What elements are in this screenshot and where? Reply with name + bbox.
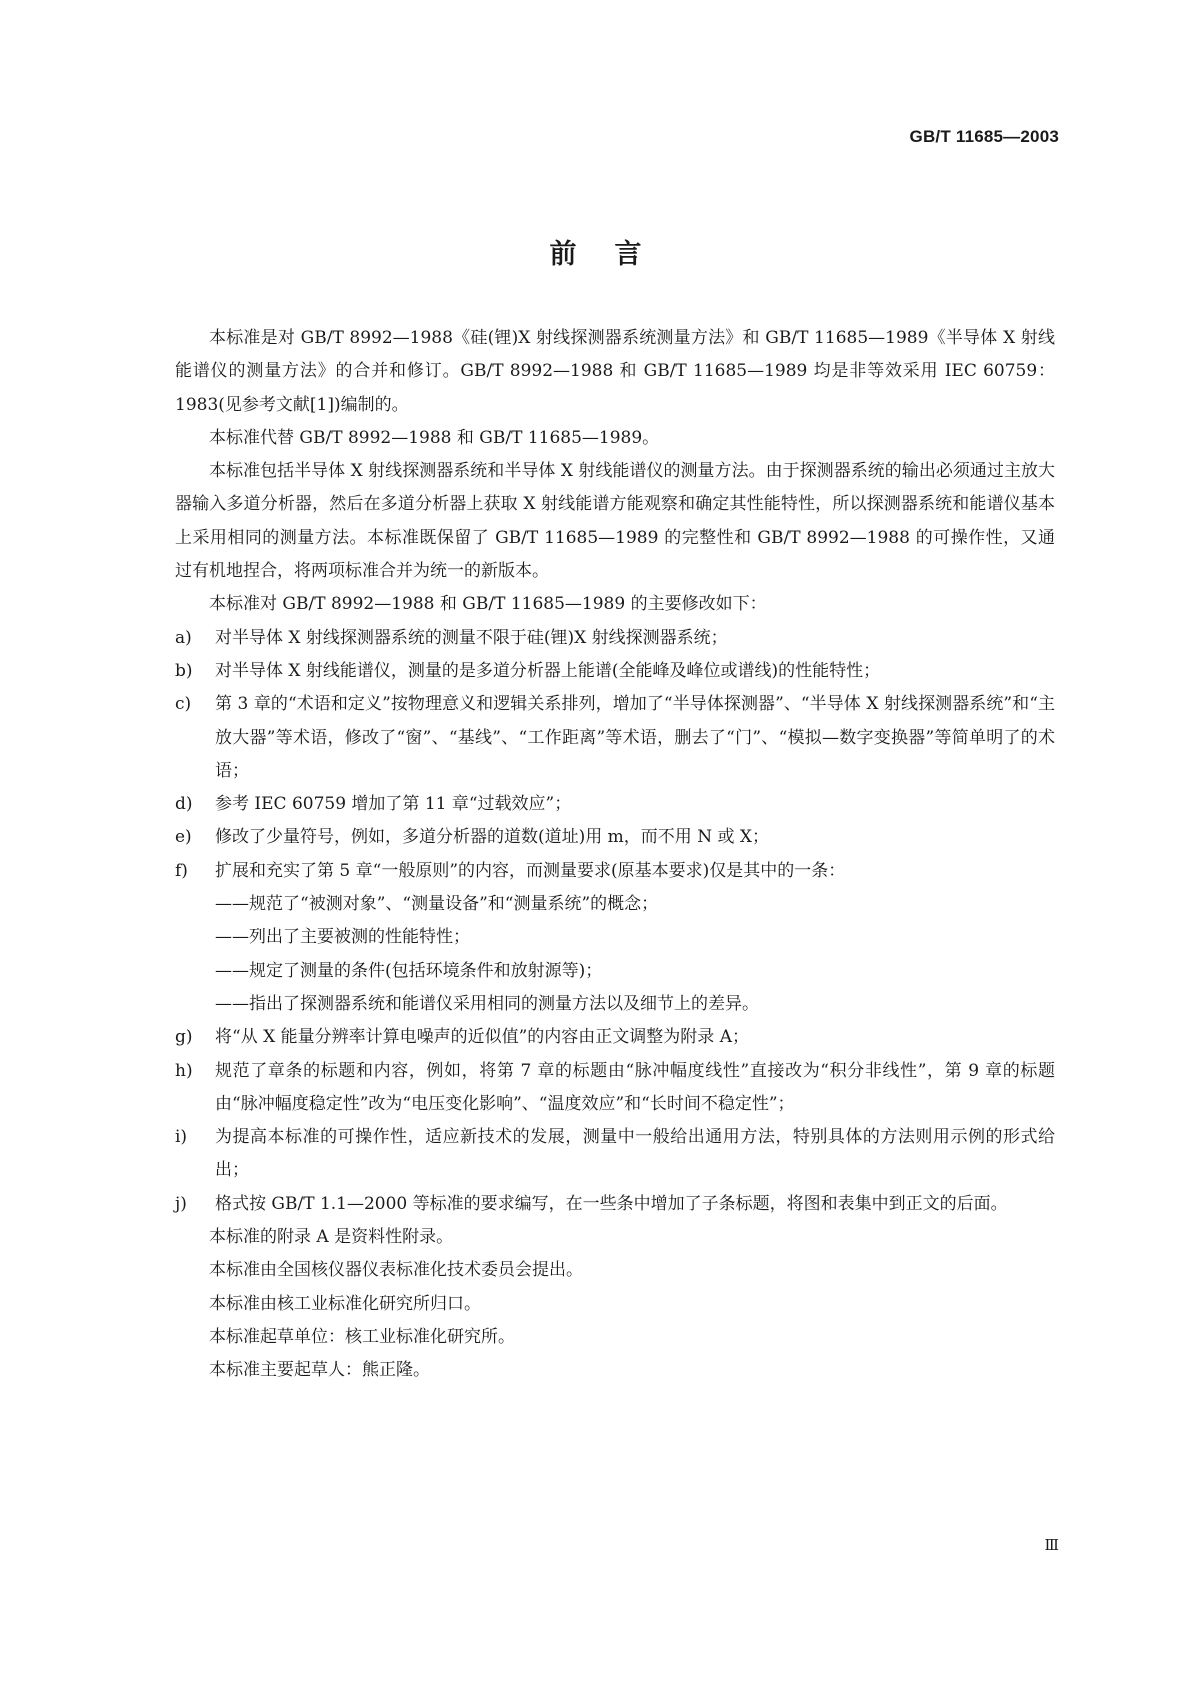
list-marker: f) — [175, 860, 188, 881]
list-item-c — [175, 688, 1055, 788]
list-item-f — [175, 855, 1055, 888]
page-title: 前言 — [549, 239, 680, 270]
closing-paragraph-5: 本标准主要起草人：熊正隆。 — [209, 1360, 430, 1381]
closing-paragraph-2: 本标准由全国核仪器仪表标准化技术委员会提出。 — [209, 1260, 583, 1281]
list-item-e — [175, 821, 1055, 854]
closing-paragraph-4: 本标准起草单位：核工业标准化研究所。 — [209, 1326, 515, 1347]
closing-paragraph-1: 本标准的附录 A 是资料性附录。 — [209, 1227, 454, 1248]
list-marker: i) — [175, 1127, 188, 1148]
list-item-text: 格式按 GB/T 1.1—2000 等标准的要求编写，在一些条中增加了子条标题，将图和表集中到正文的后面。 — [215, 1193, 1008, 1214]
paragraph-3: 本标准包括半导体 X 射线探测器系统和半导体 X 射线能谱仪的测量方法。由于探测器系统的输出必须通过主放大器输入多道分析器，然后在多道分析器上获取 X 射线能谱方能观察和确定其性能特性，所以探测器系统和能谱仪基本上采用相同的测量方法。本标准既保留了 GB/T 11685—1989 的完整性和 GB/T 8992—1988 的可操作性，又通过有机地捏合，将两项标准合并为统一的新版本。 — [175, 461, 1055, 582]
list-item-text: 对半导体 X 射线探测器系统的测量不限于硅(锂)X 射线探测器系统； — [215, 627, 728, 648]
list-item-a — [175, 622, 1055, 655]
list-item-h — [175, 1055, 1055, 1122]
list-item-j — [175, 1188, 1055, 1221]
list-item-text: 扩展和充实了第 5 章“一般原则”的内容，而测量要求(原基本要求)仅是其中的一条： — [215, 860, 846, 881]
list-item-b — [175, 655, 1055, 688]
paragraph-1: 本标准是对 GB/T 8992—1988《硅(锂)X 射线探测器系统测量方法》和 GB/T 11685—1989《半导体 X 射线能谱仪的测量方法》的合并和修订。GB/T 8992—1988 和 GB/T 11685—1989 均是非等效采用 IEC 60759：1983(见参考文献[1])编制的。 — [175, 328, 1055, 415]
list-marker: c) — [175, 694, 192, 715]
list-item-text: 对半导体 X 射线能谱仪，测量的是多道分析器上能谱(全能峰及峰位或谱线)的性能特性； — [215, 660, 881, 681]
dash-item: ——指出了探测器系统和能谱仪采用相同的测量方法以及细节上的差异。 — [215, 993, 759, 1014]
list-item-i — [175, 1121, 1055, 1188]
list-item-text: 规范了章条的标题和内容，例如，将第 7 章的标题由“脉冲幅度线性”直接改为“积分非线性”，第 9 章的标题由“脉冲幅度稳定性”改为“电压变化影响”、“温度效应”和“长时间不稳定性”； — [215, 1060, 1055, 1114]
list-item-text: 将“从 X 能量分辨率计算电噪声的近似值”的内容由正文调整为附录 A； — [215, 1027, 749, 1048]
list-item-text: 参考 IEC 60759 增加了第 11 章“过载效应”； — [215, 794, 572, 815]
list-item-d — [175, 788, 1055, 821]
list-item-text: 第 3 章的“术语和定义”按物理意义和逻辑关系排列，增加了“半导体探测器”、“半导体 X 射线探测器系统”和“主放大器”等术语，修改了“窗”、“基线”、“工作距离”等术语，删去了“门”、“模拟—数字变换器”等简单明了的术语； — [215, 694, 1055, 781]
list-item-text: 为提高本标准的可操作性，适应新技术的发展，测量中一般给出通用方法，特别具体的方法则用示例的形式给出； — [215, 1127, 1055, 1181]
list-item-g — [175, 1021, 1055, 1054]
dash-item: ——规范了“被测对象”、“测量设备”和“测量系统”的概念； — [215, 894, 659, 915]
closing-paragraph-3: 本标准由核工业标准化研究所归口。 — [209, 1293, 481, 1314]
list-marker: d) — [175, 794, 193, 815]
list-marker: a) — [175, 627, 192, 648]
dash-item: ——规定了测量的条件(包括环境条件和放射源等)； — [215, 960, 603, 981]
list-marker: g) — [175, 1027, 193, 1048]
document-body — [175, 322, 1055, 1388]
page-number: Ⅲ — [1044, 1536, 1059, 1554]
paragraph-2: 本标准代替 GB/T 8992—1988 和 GB/T 11685—1989。 — [209, 427, 660, 448]
list-marker: b) — [175, 660, 193, 681]
list-marker: e) — [175, 827, 192, 848]
standard-code: GB/T 11685—2003 — [909, 127, 1059, 146]
dash-item: ——列出了主要被测的性能特性； — [215, 927, 470, 948]
list-marker: j) — [175, 1193, 187, 1214]
list-item-text: 修改了少量符号，例如，多道分析器的道数(道址)用 m，而不用 N 或 X； — [215, 827, 769, 848]
list-marker: h) — [175, 1060, 193, 1081]
paragraph-4: 本标准对 GB/T 8992—1988 和 GB/T 11685—1989 的主要修改如下： — [209, 594, 767, 615]
